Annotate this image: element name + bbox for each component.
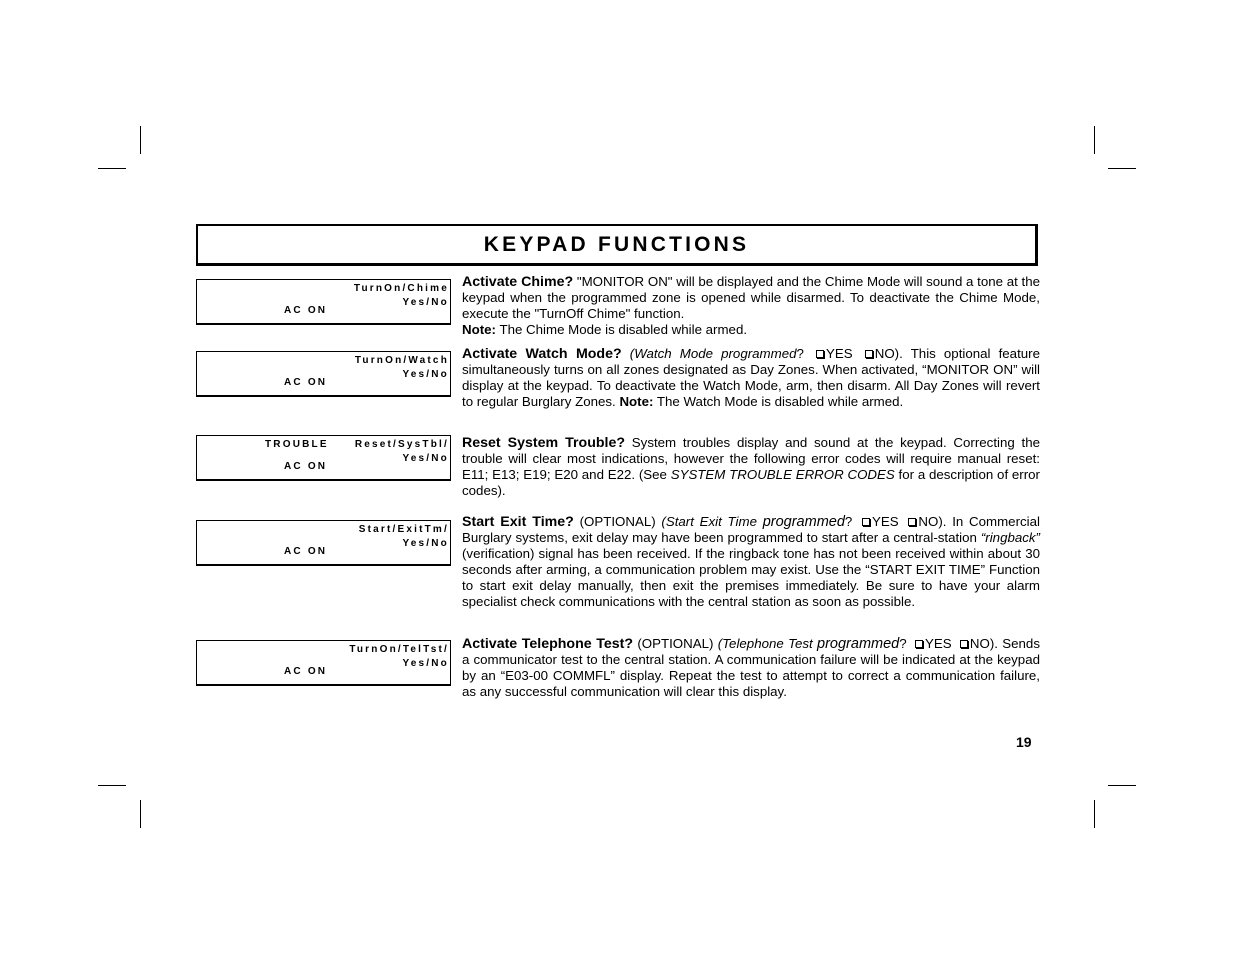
no-option: NO). (874, 346, 903, 361)
keypad-line2-left: AC ON (284, 666, 328, 677)
crop-mark (1108, 785, 1136, 786)
crop-mark (98, 785, 126, 786)
ringback-term: “ringback” (980, 530, 1040, 546)
programmed-label: (Start Exit Time (661, 514, 757, 529)
crop-mark (1094, 800, 1095, 828)
section-reset (462, 435, 1040, 499)
no-option: NO). (918, 514, 947, 529)
yes-option: YES (924, 636, 952, 651)
page-number: 19 (1016, 734, 1032, 750)
section-watch (462, 346, 1040, 410)
programmed-label: (Watch Mode programmed (629, 346, 797, 361)
question-mark: ? (899, 636, 907, 651)
section-body: In Commercial Burglary systems, exit delay may have been programmed to start after a central-station (462, 514, 1040, 546)
section-reference: SYSTEM TROUBLE ERROR CODES (670, 467, 895, 483)
page-title: KEYPAD FUNCTIONS (483, 232, 750, 256)
no-option: NO). (969, 636, 998, 651)
keypad-line2-right: Yes/No (402, 297, 449, 308)
section-heading: Reset System Trouble? (462, 435, 626, 451)
section-heading: Activate Chime? (462, 274, 574, 290)
keypad-line1-right: TurnOn/Watch (354, 355, 449, 366)
section-body-end: for a description of error codes). (462, 467, 1040, 499)
checkbox-icon (960, 640, 968, 648)
programmed-word: programmed (817, 636, 900, 652)
crop-mark (1094, 126, 1095, 154)
keypad-line1-right: Start/ExitTm/ (358, 524, 449, 535)
keypad-line1-right: TurnOn/TelTst/ (349, 644, 449, 655)
keypad-line1-right: TurnOn/Chime (353, 283, 449, 294)
section-teltest (462, 636, 1040, 700)
crop-mark (1108, 168, 1136, 169)
programmed-word: programmed (762, 514, 845, 530)
checkbox-icon (908, 518, 916, 526)
note-label: Note: (462, 322, 496, 338)
keypad-line2-right: Yes/No (402, 538, 449, 549)
crop-mark (98, 168, 126, 169)
section-chime (462, 274, 1040, 338)
keypad-display-chime (196, 279, 451, 325)
note-text: The Watch Mode is disabled while armed. (656, 394, 904, 410)
yes-option: YES (826, 346, 853, 361)
section-body: This optional feature simultaneously turns on all zones designated as Day Zones. When activated, “MONITOR ON” will display at the keypad. To deactivate the Watch Mode, arm, then disarm. All Day Zones will revert to regular Burglary Zones. (462, 346, 1040, 410)
section-body: "MONITOR ON" will be displayed and the Chime Mode will sound a tone at the keypad when the programmed zone is opened while disarmed. To deactivate the Chime Mode, execute the "TurnOff Chime" function. (462, 274, 1040, 322)
yes-option: YES (872, 514, 899, 529)
section-heading: Start Exit Time? (462, 514, 574, 530)
keypad-line2-left: AC ON (284, 305, 328, 316)
crop-mark (140, 800, 141, 828)
optional-label: (OPTIONAL) (637, 636, 714, 651)
keypad-line2-right: Yes/No (402, 453, 449, 464)
section-body: Sends a communicator test to the central station. A communication failure will be indicated at the keypad by an “E03-00 COMMFL” display. Repeat the test to attempt to correct a communication failure, as any successful communication will clear this display. (462, 636, 1040, 700)
keypad-display-watch (196, 351, 451, 397)
note-text: The Chime Mode is disabled while armed. (499, 322, 748, 338)
keypad-display-trouble (196, 435, 451, 481)
checkbox-icon (915, 640, 923, 648)
keypad-line2-right: Yes/No (402, 658, 449, 669)
section-heading: Activate Watch Mode? (462, 346, 622, 362)
keypad-line2-right: Yes/No (402, 369, 449, 380)
section-body: System troubles display and sound at the keypad. Correcting the trouble will clear most indications, however the following error codes will require manual reset: E11; E13; E19; E20 and E22. (See (462, 435, 1041, 483)
keypad-display-exit (196, 520, 451, 566)
question-mark: ? (796, 346, 804, 361)
section-exit (462, 514, 1040, 611)
keypad-line2-left: AC ON (284, 546, 328, 557)
section-body-cont: (verification) signal has been received. If the ringback tone has not been received within about 30 seconds after arming, a communication problem may exist. Use the “START EXIT TIME” Function to start exit delay manually, then exit the premises immediately. Be sure to have your alarm specialist check communications with the central station as soon as possible. (462, 546, 1040, 610)
keypad-line1-right: Reset/SysTbl/ (354, 439, 449, 450)
note-label: Note: (619, 394, 654, 410)
keypad-line2-left: AC ON (284, 461, 328, 472)
page-title-box (196, 224, 1038, 266)
programmed-label: (Telephone Test (717, 636, 813, 651)
keypad-line2-left: AC ON (284, 377, 328, 388)
crop-mark (140, 126, 141, 154)
keypad-line1-left: TROUBLE (265, 439, 329, 450)
checkbox-icon (865, 350, 873, 358)
keypad-display-teltest (196, 640, 451, 686)
section-heading: Activate Telephone Test? (462, 636, 633, 652)
optional-label: (OPTIONAL) (579, 514, 656, 529)
checkbox-icon (816, 350, 824, 358)
question-mark: ? (844, 514, 853, 529)
checkbox-icon (862, 518, 870, 526)
